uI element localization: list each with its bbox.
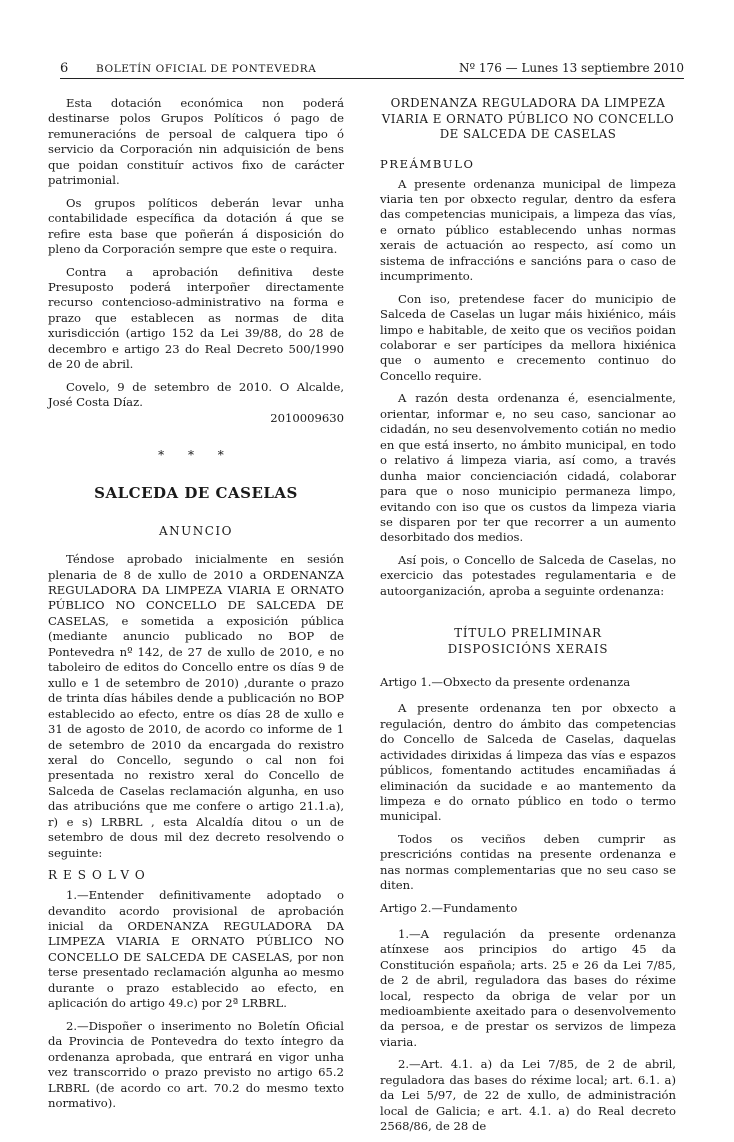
paragraph: A presente ordenanza ten por obxecto a regulación, dentro do ámbito das competencias do Concello de Salceda de Caselas, daquelas actividades dirixidas á limpeza das vías e espazos públicos, fomentando actitudes encamiñadas á eliminación da sucidade e ao mantemento da limpeza e do ornato público en todo o termo municipal. xyxy=(380,701,676,824)
titulo-line: TÍTULO PRELIMINAR xyxy=(454,626,602,641)
paragraph: Contra a aprobación definitiva deste Presuposto poderá interpoñer directamente recurso contencioso-administrativo na forma e prazo que establecen as normas de dita xurisdicción (artigo 152 da Lei 39/88, do 28 de decembro e artigo 23 do Real Decreto 500/1990 de 20 de abril. xyxy=(48,264,344,372)
issue-info: Nº 176 — Lunes 13 septiembre 2010 xyxy=(458,61,684,75)
signature-code: 2010009630 xyxy=(270,410,344,425)
section-separator: * * * xyxy=(158,448,234,463)
paragraph: Os grupos políticos deberán levar unha contabilidade específica da dotación á que se refire esta base que poñerán á disposición do pleno da Corporación sempre que este o requira. xyxy=(48,195,344,257)
titulo-preliminar-heading xyxy=(380,625,676,657)
section-title: SALCEDA DE CASELAS xyxy=(94,484,298,503)
paragraph: Con iso, pretendese facer do municipio de Salceda de Caselas un lugar máis hixiénico, máis limpo e habitable, de xeito que os veciños poidan colaborar e ser partícipes da mellora hixiénica que o aumento e crecemento continuo do Concello require. xyxy=(380,291,676,383)
paragraph: 1.—Entender definitivamente adoptado o devandito acordo provisional de aprobación inicial da ORDENANZA REGULADORA DA LIMPEZA VIARIA E ORNATO PÚBLICO NO CONCELLO DE SALCEDA DE CASELAS, por non terse presentado reclamación algunha ao mesmo durante o prazo establecido ao efecto, en aplicación do artigo 49.c) por 2ª LRBRL. xyxy=(48,888,344,1011)
left-column xyxy=(48,96,344,1118)
paragraph: A presente ordenanza municipal de limpeza viaria ten por obxecto regular, dentro da esfera das competencias municipais, a limpeza das vías, e ornato público establecendo unhas normas xerais de actuación ao respecto, así como un sistema de infraccións e sancións para o caso de incumprimento. xyxy=(380,176,676,284)
right-column xyxy=(380,96,676,1142)
article-heading: Artigo 1.—Obxecto da presente ordenanza xyxy=(380,675,631,690)
publication-title: BOLETÍN OFICIAL DE PONTEVEDRA xyxy=(96,63,317,75)
signature-line: Covelo, 9 de setembro de 2010. O Alcalde, José Costa Díaz. xyxy=(48,379,344,410)
anuncio-heading: ANUNCIO xyxy=(158,524,234,539)
paragraph: Esta dotación económica non poderá destinarse polos Grupos Políticos ó pago de remuneracións de persoal de calquera tipo ó servicio da Corporación nin adquisición de bens que poidan constituír activos fixo de carácter patrimonial. xyxy=(48,96,344,188)
page-number: 6 xyxy=(60,61,69,76)
paragraph: 1.—A regulación da presente ordenanza atínxese aos principios do artigo 45 da Constitución española; arts. 25 e 26 da Lei 7/85, de 2 de abril, reguladora das bases do réxime local, respecto da obriga de velar por un medioambiente axeitado para o desenvolvemento da persoa, e de prestar os servizos de limpeza viaria. xyxy=(380,926,676,1049)
paragraph: Téndose aprobado inicialmente en sesión plenaria de 8 de xullo de 2010 a ORDENANZA REGULADORA DA LIMPEZA VIARIA E ORNATO PÚBLICO NO CONCELLO DE SALCEDA DE CASELAS, e sometida a exposición pública (mediante anuncio publicado no BOP de Pontevedra nº 142, de 27 de xullo de 2010, e no taboleiro de editos do Concello entre os días 9 de xullo e 1 de setembro de 2010) ,durante o prazo de trinta días hábiles dende a publicación no BOP establecido ao efecto, entre os días 28 de xullo e 31 de agosto de 2010, de acordo co informe de 1 de setembro de 2010 da encargada do rexistro xeral do Concello, segundo o cal non foi presentada no rexistro xeral do Concello de Salceda de Caselas reclamación algunha, en uso das atribucións que me confere o artigo 21.1.a), r) e s) LRBRL , esta Alcaldía ditou o un de setembro de dous mil dez decreto resolvendo o seguinte: xyxy=(48,552,344,860)
paragraph: 2.—Dispoñer o inserimento no Boletín Oficial da Provincia de Pontevedra do texto íntegro da ordenanza aprobada, que entrará en vigor unha vez transcorrido o prazo previsto no artigo 65.2 LRBRL (de acordo co art. 70.2 do mesmo texto normativo). xyxy=(48,1018,344,1111)
page-header xyxy=(60,60,684,79)
preambulo-heading: PREÁMBULO xyxy=(380,156,475,171)
paragraph: Así pois, o Concello de Salceda de Caselas, no exercicio das potestades regulamentaria e de autoorganización, aproba a seguinte ordenanza: xyxy=(380,552,676,598)
paragraph: 2.—Art. 4.1. a) da Lei 7/85, de 2 de abril, reguladora das bases do réxime local; art. 6.1. a) da Lei 5/97, de 22 de xullo, de administración local de Galicia; e art. 4.1. a) do Real decreto 2568/86, de 28 de xyxy=(380,1057,676,1134)
titulo-line: DISPOSICIÓNS XERAIS xyxy=(447,642,609,657)
paragraph: A razón desta ordenanza é, esencialmente, orientar, informar e, no seu caso, sancionar ao cidadán, no seu desenvolvemento cotián no medio en que está inserto, no ámbito municipal, en todo o relativo á limpeza viaria, así como, a través dunha maior concienciación cidadá, colaborar para que o noso municipio permaneza limpo, evitando con iso que os custos da limpeza viaria se disparen por ter que recorrer a un aumento desorbitado dos medios. xyxy=(380,391,676,545)
article-heading: Artigo 2.—Fundamento xyxy=(380,900,518,915)
paragraph: Todos os veciños deben cumprir as prescricións contidas na presente ordenanza e nas normas complementarias que no seu caso se diten. xyxy=(380,831,676,893)
resolvo-heading: RESOLVO xyxy=(48,868,151,883)
ordinance-title: ORDENANZA REGULADORA DA LIMPEZA VIARIA E ORNATO PÚBLICO NO CONCELLO DE SALCEDA DE CASELAS xyxy=(381,96,675,141)
signature-code-row xyxy=(48,411,344,426)
